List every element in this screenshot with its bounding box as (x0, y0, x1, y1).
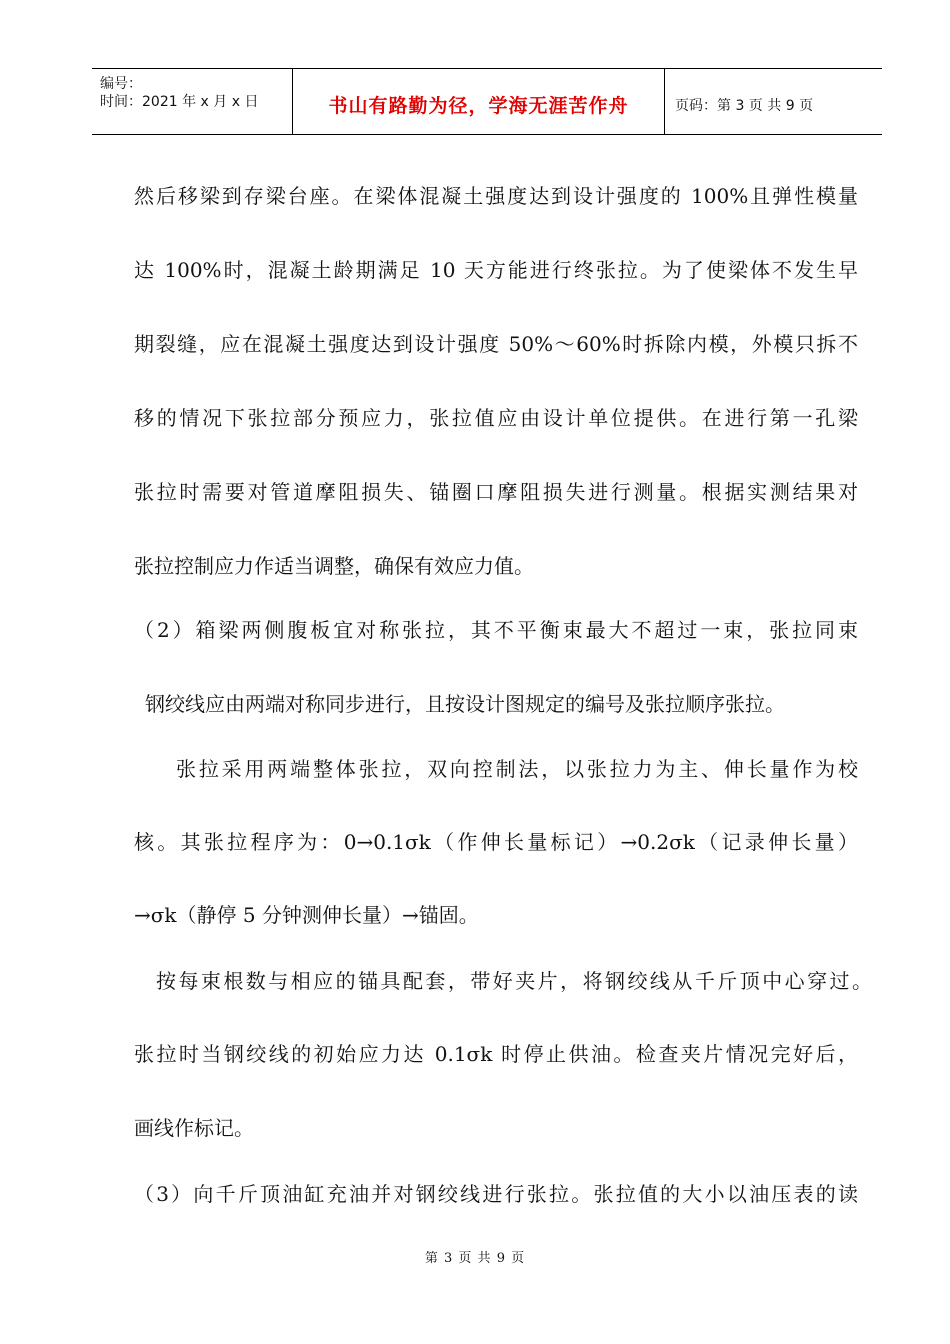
body-line: 画线作标记。 (134, 1116, 254, 1140)
header-page-label: 页码：第 3 页 共 9 页 (675, 98, 814, 114)
time-label: 时间：2021 年 x 月 x 日 (100, 94, 259, 110)
header-motto-cell (293, 69, 665, 134)
page-header (92, 68, 882, 135)
body-line: 张拉时当钢绞线的初始应力达 0.1σk 时停止供油。检查夹片情况完好后， (134, 1042, 858, 1066)
body-line: 核。其张拉程序为：0→0.1σk（作伸长量标记）→0.2σk（记录伸长量） (134, 830, 858, 854)
header-page-cell (665, 69, 882, 134)
body-line: 达 100%时，混凝土龄期满足 10 天方能进行终张拉。为了使梁体不发生早 (134, 258, 858, 282)
page-footer: 第 3 页 共 9 页 (424, 1251, 526, 1266)
body-line: 移的情况下张拉部分预应力，张拉值应由设计单位提供。在进行第一孔梁 (134, 406, 858, 430)
header-motto: 书山有路勤为径，学海无涯苦作舟 (328, 95, 629, 117)
body-line: 张拉时需要对管道摩阻损失、锚圈口摩阻损失进行测量。根据实测结果对 (134, 480, 858, 504)
header-meta-cell (92, 69, 293, 134)
body-line: →σk（静停 5 分钟测伸长量）→锚固。 (134, 903, 479, 927)
body-line: 期裂缝，应在混凝土强度达到设计强度 50%～60%时拆除内模，外模只拆不 (134, 332, 858, 356)
body-line: （3）向千斤顶油缸充油并对钢绞线进行张拉。张拉值的大小以油压表的读 (134, 1182, 858, 1206)
body-line: （2）箱梁两侧腹板宜对称张拉，其不平衡束最大不超过一束，张拉同束 (134, 618, 858, 642)
body-line: 按每束根数与相应的锚具配套，带好夹片，将钢绞线从千斤顶中心穿过。 (156, 969, 872, 993)
body-line: 然后移梁到存梁台座。在梁体混凝土强度达到设计强度的 100%且弹性模量 (134, 184, 858, 208)
body-line: 张拉采用两端整体张拉，双向控制法，以张拉力为主、伸长量作为校 (176, 757, 858, 781)
body-line: 张拉控制应力作适当调整，确保有效应力值。 (134, 554, 534, 578)
body-line: 钢绞线应由两端对称同步进行，且按设计图规定的编号及张拉顺序张拉。 (145, 692, 785, 716)
serial-label: 编号： (100, 76, 142, 92)
